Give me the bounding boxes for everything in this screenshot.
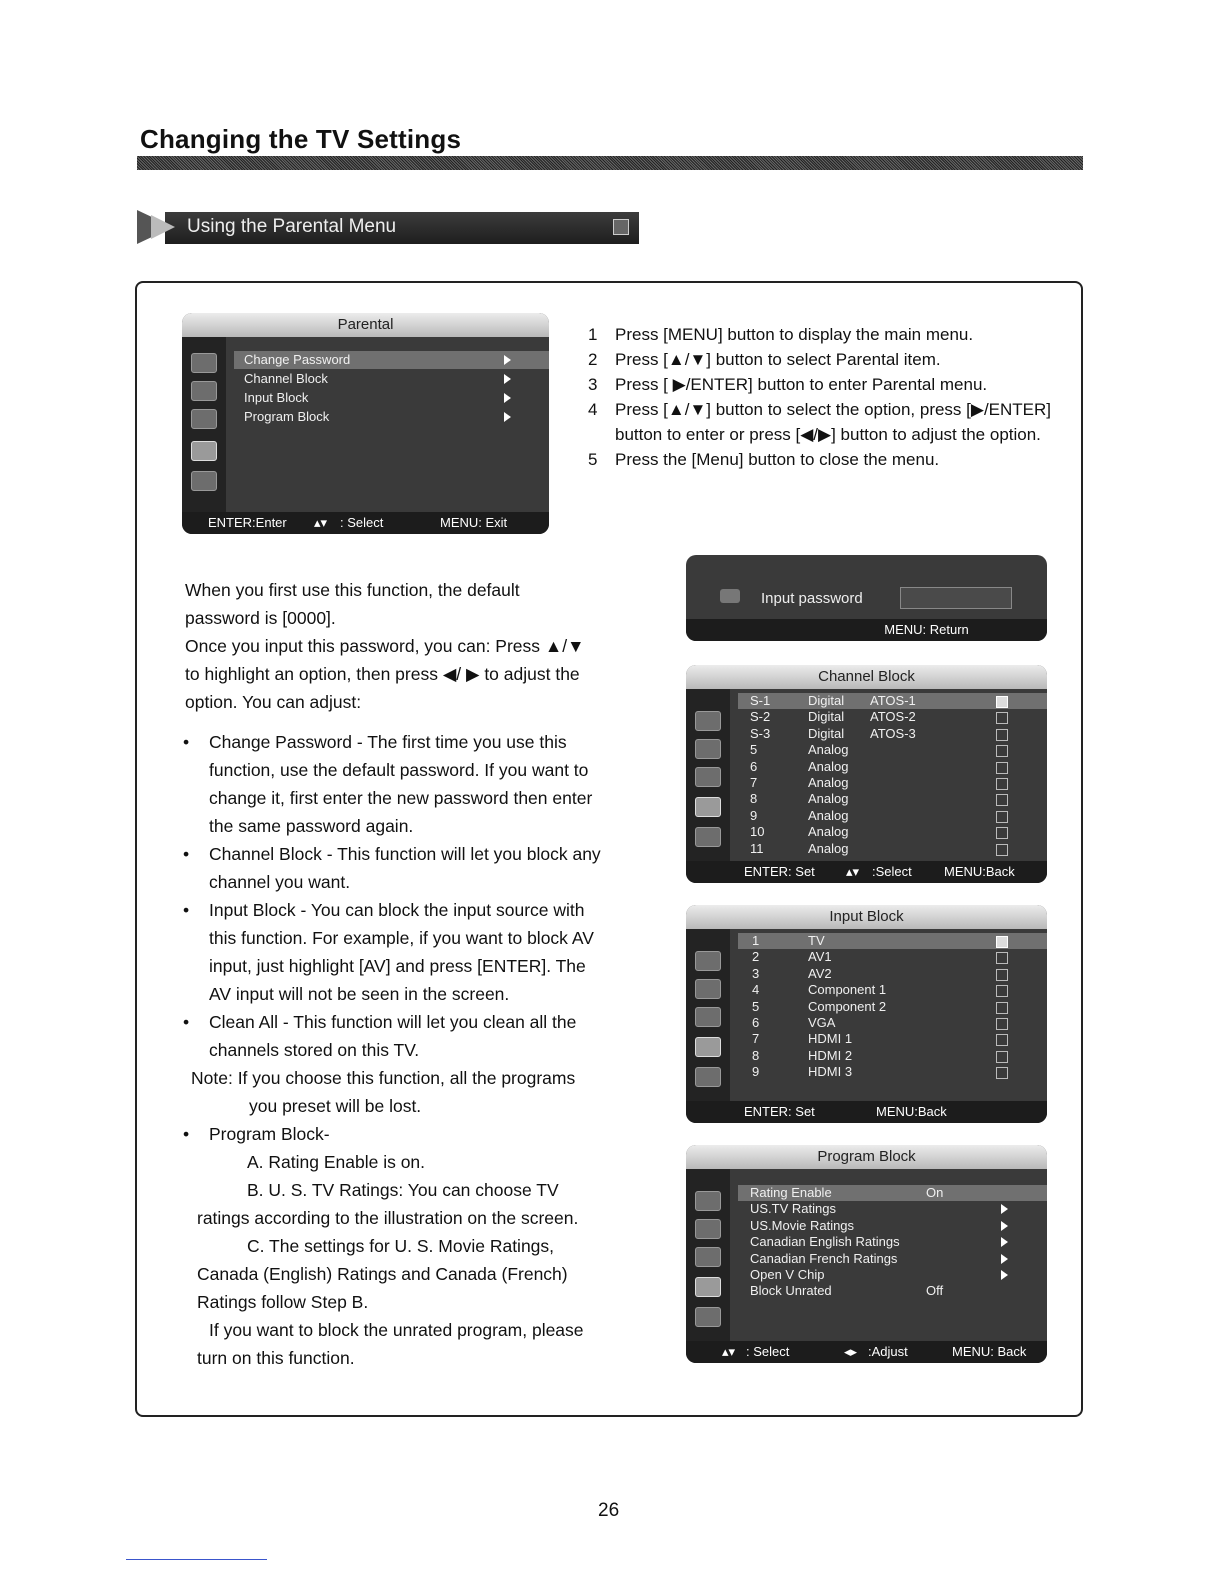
menu-item-label: Channel Block (244, 371, 328, 386)
step-number: 4 (588, 400, 598, 419)
footer-menu-hint: MENU:Back (944, 864, 1015, 879)
paragraph-line: Once you input this password, you can: Press ▲/▼ (185, 636, 585, 656)
channel-number: 8 (750, 791, 758, 807)
paragraph-line: password is [0000]. (185, 608, 336, 628)
parental-menu-title: Parental (182, 313, 549, 337)
paragraph-line: change it, first enter the new password then enter (209, 788, 593, 808)
input-number: 7 (752, 1031, 760, 1047)
left-right-icon: ◂▸ (844, 1344, 858, 1359)
channel-number: 6 (750, 758, 758, 774)
paragraph-line: A. Rating Enable is on. (247, 1152, 426, 1172)
step-number: 1 (588, 325, 598, 344)
menu-item[interactable] (234, 370, 549, 388)
footer-menu-hint: MENU: Return (884, 622, 969, 637)
footer-enter-hint: ENTER: Set (744, 1104, 815, 1119)
channel-row[interactable] (738, 693, 1047, 709)
program-label: US.Movie Ratings (750, 1217, 855, 1233)
block-checkbox[interactable] (996, 794, 1008, 806)
bullet-dot: • (183, 844, 190, 864)
parental-icon (695, 797, 721, 817)
section-title: Using the Parental Menu (187, 216, 397, 237)
bullet-channel-block (185, 840, 665, 896)
bullet-change-password (185, 728, 665, 840)
footer-line (126, 1559, 267, 1560)
note-line: you preset will be lost. (249, 1096, 422, 1116)
channel-type: Analog (808, 758, 849, 774)
up-down-icon: ▴▾ (314, 515, 328, 530)
input-name: AV1 (808, 949, 832, 965)
channel-name: ATOS-3 (870, 725, 916, 741)
block-checkbox[interactable] (996, 778, 1008, 790)
channel-row[interactable] (738, 791, 1047, 807)
block-checkbox[interactable] (996, 712, 1008, 724)
title-rule (137, 156, 1083, 170)
picture-icon (695, 711, 721, 731)
menu-item-label: Change Password (244, 352, 351, 367)
channel-row[interactable] (738, 824, 1047, 840)
channel-block-title: Channel Block (686, 665, 1047, 689)
input-number: 5 (752, 998, 760, 1014)
block-checkbox[interactable] (996, 952, 1008, 964)
step-text: Press [MENU] button to display the main menu. (615, 325, 974, 344)
setup-icon (695, 767, 721, 787)
chevron-right-icon (151, 215, 175, 239)
menu-item-label: Program Block (244, 409, 330, 424)
paragraph-line: ratings according to the illustration on the screen. (197, 1208, 579, 1228)
footer-menu-hint: MENU: Back (952, 1344, 1027, 1359)
input-number: 8 (752, 1047, 760, 1063)
input-name: Component 2 (808, 998, 887, 1014)
paragraph-line: turn on this function. (197, 1348, 355, 1368)
page-number: 26 (598, 1500, 620, 1521)
step-text: Press [▲/▼] button to select Parental item. (615, 350, 941, 369)
program-value: On (926, 1185, 944, 1200)
input-row[interactable] (738, 1048, 1047, 1064)
program-label: Canadian French Ratings (750, 1250, 898, 1266)
channel-name: ATOS-1 (870, 693, 916, 708)
footer-adjust-hint: :Adjust (868, 1344, 908, 1359)
program-row[interactable] (738, 1218, 1047, 1234)
paragraph-line: channel you want. (209, 872, 351, 892)
channel-number: 10 (750, 824, 765, 840)
block-checkbox[interactable] (996, 844, 1008, 856)
program-label: Rating Enable (750, 1185, 832, 1200)
block-checkbox[interactable] (996, 745, 1008, 757)
paragraph-line: Canada (English) Ratings and Canada (French) (197, 1264, 568, 1284)
footer-enter-hint: ENTER:Enter (208, 515, 287, 530)
channel-type: Analog (808, 840, 849, 856)
program-label: Block Unrated (750, 1283, 832, 1299)
channel-row[interactable] (738, 808, 1047, 824)
input-row[interactable] (738, 933, 1047, 949)
bullet-dot: • (183, 1124, 190, 1144)
menu-footer (686, 1101, 1047, 1123)
arrow-right-icon (1001, 1221, 1008, 1231)
input-name: TV (808, 933, 825, 948)
input-name: HDMI 3 (808, 1064, 853, 1080)
block-checkbox[interactable] (996, 1034, 1008, 1046)
block-checkbox[interactable] (996, 969, 1008, 981)
paragraph-line: Change Password - The first time you use this (209, 732, 567, 752)
bullet-clean-all (185, 1008, 665, 1064)
menu-square-icon (613, 219, 629, 235)
sound-icon (695, 979, 721, 999)
paragraph-line: input, just highlight [AV] and press [ENTER]. The (209, 956, 586, 976)
input-number: 9 (752, 1064, 760, 1080)
input-number: 4 (752, 982, 760, 998)
up-down-icon: ▴▾ (846, 864, 860, 879)
step-number: 2 (588, 350, 598, 369)
paragraph-line: B. U. S. TV Ratings: You can choose TV (247, 1180, 559, 1200)
arrow-right-icon (1001, 1204, 1008, 1214)
password-footer (686, 619, 1047, 641)
channel-icon (695, 827, 721, 847)
channel-type: Analog (808, 824, 849, 840)
sound-icon (695, 739, 721, 759)
input-number: 1 (752, 933, 760, 948)
bullet-dot: • (183, 732, 190, 752)
block-checkbox[interactable] (996, 985, 1008, 997)
input-row[interactable] (738, 966, 1047, 982)
steps-list (588, 322, 1078, 472)
channel-row[interactable] (738, 709, 1047, 725)
step-item (588, 397, 1078, 447)
menu-sidebar (686, 929, 730, 1101)
input-row[interactable] (738, 1015, 1047, 1031)
block-checkbox[interactable] (996, 1051, 1008, 1063)
paragraph-line: When you first use this function, the default (185, 580, 520, 600)
program-value: Off (926, 1283, 944, 1299)
picture-icon (191, 353, 217, 373)
input-row[interactable] (738, 949, 1047, 965)
input-block-screen (686, 905, 1047, 1123)
paragraph-line: Channel Block - This function will let you block any (209, 844, 601, 864)
arrow-right-icon (504, 355, 511, 365)
block-checkbox[interactable] (996, 1002, 1008, 1014)
program-label: US.TV Ratings (750, 1201, 836, 1217)
bullet-dot: • (183, 1012, 190, 1032)
input-row[interactable] (738, 1064, 1047, 1080)
menu-footer (182, 512, 549, 534)
channel-type: Analog (808, 807, 849, 823)
arrow-right-icon (504, 412, 511, 422)
program-row[interactable] (738, 1201, 1047, 1217)
input-name: HDMI 2 (808, 1047, 853, 1063)
picture-icon (695, 1191, 721, 1211)
input-number: 3 (752, 965, 760, 981)
channel-icon (191, 471, 217, 491)
input-name: HDMI 1 (808, 1031, 853, 1047)
channel-icon (695, 1067, 721, 1087)
paragraph-line: C. The settings for U. S. Movie Ratings, (247, 1236, 555, 1256)
footer-enter-hint: ENTER: Set (744, 864, 815, 879)
paragraph-line: Ratings follow Step B. (197, 1292, 369, 1312)
input-number: 6 (752, 1015, 760, 1030)
channel-row[interactable] (738, 775, 1047, 791)
program-label: Open V Chip (750, 1267, 825, 1282)
program-row[interactable] (738, 1267, 1047, 1283)
input-row[interactable] (738, 1031, 1047, 1047)
arrow-right-icon (504, 374, 511, 384)
setup-icon (695, 1247, 721, 1267)
arrow-right-icon (1001, 1254, 1008, 1264)
program-row[interactable] (738, 1251, 1047, 1267)
block-checkbox[interactable] (996, 936, 1008, 948)
up-down-icon: ▴▾ (722, 1344, 736, 1359)
input-row[interactable] (738, 999, 1047, 1015)
block-checkbox[interactable] (996, 696, 1008, 708)
channel-row[interactable] (738, 841, 1047, 857)
input-name: AV2 (808, 965, 832, 981)
channel-type: Analog (808, 791, 849, 807)
password-input[interactable] (900, 587, 1012, 609)
channel-type: Digital (808, 709, 845, 725)
menu-footer (686, 861, 1047, 883)
input-name: Component 1 (808, 982, 887, 998)
channel-number: S-3 (750, 725, 771, 741)
block-checkbox[interactable] (996, 1018, 1008, 1030)
picture-icon (695, 951, 721, 971)
program-row[interactable] (738, 1185, 1047, 1201)
channel-row[interactable] (738, 726, 1047, 742)
paragraph-line: the same password again. (209, 816, 414, 836)
channel-number: 11 (750, 840, 764, 856)
channel-number: 7 (750, 775, 758, 790)
sound-icon (191, 381, 217, 401)
footer-select-hint: : Select (746, 1344, 790, 1359)
paragraph-line: Input Block - You can block the input source with (209, 900, 585, 920)
footer-menu-hint: MENU: Exit (440, 515, 508, 530)
program-block-title: Program Block (686, 1145, 1047, 1169)
channel-name: ATOS-2 (870, 709, 916, 725)
arrow-right-icon (504, 393, 511, 403)
menu-item-label: Input Block (244, 390, 309, 405)
step-text: Press [ ▶/ENTER] button to enter Parental menu. (615, 375, 988, 394)
setup-icon (695, 1007, 721, 1027)
menu-item[interactable] (234, 408, 549, 426)
paragraph-line: this function. For example, if you want to block AV (209, 928, 594, 948)
parental-icon (695, 1277, 721, 1297)
channel-number: 9 (750, 807, 758, 823)
arrow-right-icon (1001, 1237, 1008, 1247)
footer-menu-hint: MENU:Back (876, 1104, 947, 1119)
bullet-input-block (185, 896, 665, 1008)
input-name: VGA (808, 1015, 836, 1030)
channel-block-screen (686, 665, 1047, 883)
footer-select-hint: :Select (872, 864, 912, 879)
step-number: 3 (588, 375, 598, 394)
paragraph-line: channels stored on this TV. (209, 1040, 420, 1060)
channel-row[interactable] (738, 759, 1047, 775)
channel-type: Digital (808, 693, 845, 708)
paragraph-line: AV input will not be seen in the screen. (209, 984, 510, 1004)
page-title: Changing the TV Settings (140, 124, 462, 154)
menu-item[interactable] (234, 389, 549, 407)
input-block-title: Input Block (686, 905, 1047, 929)
step-item (588, 322, 1078, 347)
paragraph-line: option. You can adjust: (185, 692, 362, 712)
block-checkbox[interactable] (996, 762, 1008, 774)
channel-type: Analog (808, 742, 849, 758)
program-block-screen (686, 1145, 1047, 1363)
step-item (588, 447, 1078, 472)
menu-sidebar (686, 1169, 730, 1341)
step-number: 5 (588, 450, 598, 469)
step-item (588, 372, 1078, 397)
paragraph-line: Program Block- (209, 1124, 330, 1144)
bullet-program-block (185, 1120, 665, 1148)
paragraph-line: function, use the default password. If you want to (209, 760, 589, 780)
block-checkbox[interactable] (996, 811, 1008, 823)
parental-icon (191, 441, 217, 461)
body-text (185, 576, 665, 1372)
section-banner (137, 210, 639, 244)
password-dialog (686, 555, 1047, 641)
menu-sidebar (182, 337, 226, 512)
channel-type: Analog (808, 775, 849, 790)
channel-row[interactable] (738, 742, 1047, 758)
input-number: 2 (752, 949, 760, 965)
paragraph-line: Clean All - This function will let you clean all the (209, 1012, 577, 1032)
footer-select-hint: : Select (340, 515, 384, 530)
block-checkbox[interactable] (996, 729, 1008, 741)
program-label: Canadian English Ratings (750, 1234, 900, 1250)
setup-icon (191, 409, 217, 429)
step-item (588, 347, 1078, 372)
note-line: Note: If you choose this function, all the programs (191, 1068, 576, 1088)
password-label: Input password (761, 590, 863, 607)
arrow-right-icon (1001, 1270, 1008, 1280)
paragraph-line: to highlight an option, then press ◀/ ▶ to adjust the (185, 664, 580, 684)
channel-number: S-2 (750, 709, 771, 725)
block-checkbox[interactable] (996, 1067, 1008, 1079)
menu-item[interactable] (234, 351, 549, 369)
input-row[interactable] (738, 982, 1047, 998)
step-text: Press the [Menu] button to close the menu. (615, 450, 940, 469)
channel-number: 5 (750, 742, 758, 758)
bullet-dot: • (183, 900, 190, 920)
menu-sidebar (686, 689, 730, 861)
lock-icon (720, 589, 740, 603)
block-checkbox[interactable] (996, 827, 1008, 839)
step-text: Press [▲/▼] button to select the option, press [▶/ENTER] button to enter or press [◀/▶] button to adjust the option. (615, 400, 1052, 444)
menu-footer (686, 1341, 1047, 1363)
parental-menu-screen (182, 313, 549, 534)
program-row[interactable] (738, 1283, 1047, 1299)
channel-number: S-1 (750, 693, 771, 708)
channel-type: Digital (808, 725, 845, 741)
channel-icon (695, 1307, 721, 1327)
sound-icon (695, 1219, 721, 1239)
paragraph-line: If you want to block the unrated program, please (209, 1320, 584, 1340)
parental-icon (695, 1037, 721, 1057)
program-row[interactable] (738, 1234, 1047, 1250)
